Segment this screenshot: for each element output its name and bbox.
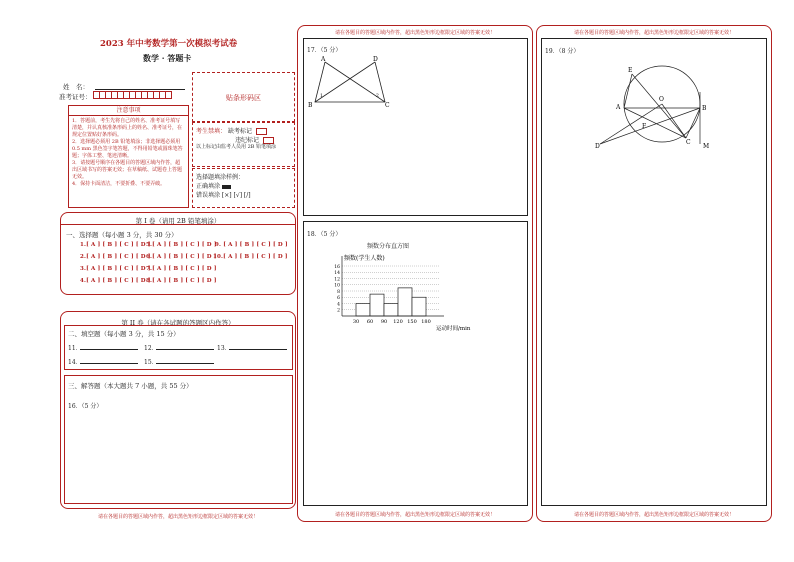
histogram-chart <box>320 248 490 333</box>
name-field[interactable] <box>95 89 185 90</box>
q16-label: 16．（5 分） <box>68 403 103 410</box>
blank-15-line[interactable] <box>156 363 214 364</box>
point-label: F <box>642 123 647 130</box>
q19-figure <box>592 62 714 152</box>
blank-label: 13． <box>217 345 231 352</box>
blank-label: 15． <box>144 359 158 366</box>
notes-box <box>68 105 189 208</box>
correct-fill-label: 正确填涂 <box>196 183 221 190</box>
violation-label: 违纪标记 <box>235 137 260 144</box>
y-axis-label: 频数(学生人数) <box>344 255 385 262</box>
y-tick-label: 2 <box>337 308 340 314</box>
y-tick-label: 4 <box>337 302 340 308</box>
point-label: B <box>308 102 313 109</box>
histogram-bar <box>384 304 398 317</box>
absent-checkbox[interactable] <box>256 128 267 135</box>
warning-text: 请在各题目的答题区域内作答，超出黑色矩形边框限定区域的答案无效！ <box>97 514 258 520</box>
y-tick-label: 12 <box>334 277 340 283</box>
point-label: O <box>659 96 664 103</box>
y-tick-label: 14 <box>334 271 340 277</box>
q17-label: 17．（5 分） <box>307 47 342 54</box>
point-label: D <box>373 56 378 63</box>
point-label: C <box>686 139 691 146</box>
part1-section: 一、选择题（每小题 3 分，共 30 分） <box>66 231 178 239</box>
violation-checkbox[interactable] <box>263 137 274 144</box>
point-label: E <box>628 67 633 74</box>
point-label: B <box>702 105 707 112</box>
point-label: M <box>703 143 710 150</box>
absent-label: 缺考标记 <box>227 128 252 135</box>
q18-label: 18．（5 分） <box>307 231 342 238</box>
histogram-bar <box>398 288 412 316</box>
mc-row-item[interactable]: 9. [ A ] [ B ] [ C ] [ D ] <box>215 242 288 248</box>
y-tick-label: 16 <box>334 264 340 270</box>
mc-row-item[interactable]: 5.[ A ] [ B ] [ C ] [ D ] <box>146 242 217 248</box>
x-tick-label: 90 <box>380 319 388 325</box>
x-tick-label: 120 <box>393 319 403 325</box>
fill-section-title: 二、填空题（每小题 3 分，共 15 分） <box>68 330 180 338</box>
mc-row-item[interactable]: 1.[ A ] [ B ] [ C ] [ D ] <box>80 242 151 248</box>
point-label: D <box>595 143 600 150</box>
note-item: 1．答题前，考生先将自己的姓名、准考证号填写清楚，并认真核准条形码上的姓名、准考证号，在规定位置贴好条形码。 <box>72 118 183 138</box>
x-axis-label: 运动时间/min <box>436 326 471 332</box>
note-item: 2．选择题必须用 2B 铅笔填涂；非选择题必须用 0.5 mm 黑色签字笔答题，不得用铅笔或圆珠笔答题；字体工整、笔迹清晰。 <box>72 139 183 159</box>
warning-text: 请在各题目的答题区域内作答，超出黑色矩形边框限定区域的答案无效！ <box>334 512 495 518</box>
mc-row-item[interactable]: 8.[ A ] [ B ] [ C ] [ D ] <box>146 278 217 284</box>
point-label: A <box>321 56 326 63</box>
id-grid[interactable] <box>93 91 171 99</box>
exam-subtitle: 数学 · 答题卡 <box>143 53 192 63</box>
blank-label: 12． <box>144 345 158 352</box>
blank-11-line[interactable] <box>80 349 138 350</box>
point-label: A <box>616 104 621 111</box>
q17-figure <box>305 54 395 109</box>
angle-label: 1 <box>320 94 323 99</box>
mc-row-item[interactable]: 2.[ A ] [ B ] [ C ] [ D ] <box>80 254 151 260</box>
fill-example-title: 选择题填涂样例： <box>196 174 245 181</box>
x-tick-label: 180 <box>421 319 431 325</box>
mc-row-item[interactable]: 10.[ A ] [ B ] [ C ] [ D ] <box>213 254 288 260</box>
point-label: C <box>385 102 390 109</box>
blank-12-line[interactable] <box>156 349 214 350</box>
warning-text: 请在各题目的答题区域内作答，超出黑色矩形边框限定区域的答案无效！ <box>573 30 734 36</box>
barcode-label: 贴条形码区 <box>226 94 261 102</box>
histogram-bar <box>370 294 384 316</box>
x-tick-label: 60 <box>366 319 374 325</box>
wrong-fill-label: 错误填涂 [×] [√] [/] <box>196 192 251 199</box>
answer-section-title: 三、解答题（本大题共 7 小题，共 55 分） <box>68 382 193 390</box>
y-tick-label: 8 <box>337 289 340 295</box>
answer-section-box[interactable] <box>64 375 293 504</box>
part1-title: 第 I 卷（请用 2B 铅笔填涂） <box>135 217 221 225</box>
note-item: 4．保持卡面清洁，不要折叠、不要弄破。 <box>72 181 166 187</box>
exam-title: 2023 年中考数学第一次模拟考试卷 <box>100 39 238 49</box>
exam-mark-box <box>192 122 295 167</box>
x-tick-label: 30 <box>352 319 360 325</box>
fill-example-box <box>192 168 295 208</box>
chart-title: 频数分布直方图 <box>367 243 410 250</box>
mc-row-item[interactable]: 7.[ A ] [ B ] [ C ] [ D ] <box>146 266 217 272</box>
part2-title: 第 II 卷（请在各试题的答题区内作答） <box>121 319 235 327</box>
note-item: 3．请按题号顺序在各题目的答题区域内作答，超出区域书写的答案无效；在草稿纸、试题卷上答题无效。 <box>72 160 183 180</box>
blank-label: 11． <box>68 345 82 352</box>
name-label: 姓 名： <box>63 83 89 91</box>
blank-14-line[interactable] <box>80 363 138 364</box>
warning-text: 请在各题目的答题区域内作答，超出黑色矩形边框限定区域的答案无效！ <box>573 512 734 518</box>
histogram-bar <box>412 297 426 316</box>
blank-label: 14． <box>68 359 82 366</box>
id-label: 准考证号： <box>59 93 92 101</box>
x-tick-label: 150 <box>407 319 417 325</box>
histogram-bar <box>356 304 370 317</box>
angle-label: 2 <box>376 94 379 99</box>
exam-mark-note: 以上标记由监考人员用 2B 铅笔填涂 <box>196 144 277 150</box>
mc-row-item[interactable]: 6.[ A ] [ B ] [ C ] [ D ] <box>146 254 217 260</box>
y-tick-label: 6 <box>337 296 340 302</box>
exam-mark-label: 考生禁填： <box>196 128 227 135</box>
barcode-area <box>192 72 295 122</box>
y-tick-label: 10 <box>334 283 340 289</box>
mc-row-item[interactable]: 3.[ A ] [ B ] [ C ] [ D ] <box>80 266 151 272</box>
blank-13-line[interactable] <box>229 349 287 350</box>
correct-fill-mark <box>222 185 231 189</box>
notes-title: 注意事项 <box>69 106 188 116</box>
warning-text: 请在各题目的答题区域内作答，超出黑色矩形边框限定区域的答案无效！ <box>334 30 495 36</box>
q19-label: 19．（8 分） <box>545 48 580 55</box>
mc-row-item[interactable]: 4.[ A ] [ B ] [ C ] [ D ] <box>80 278 151 284</box>
